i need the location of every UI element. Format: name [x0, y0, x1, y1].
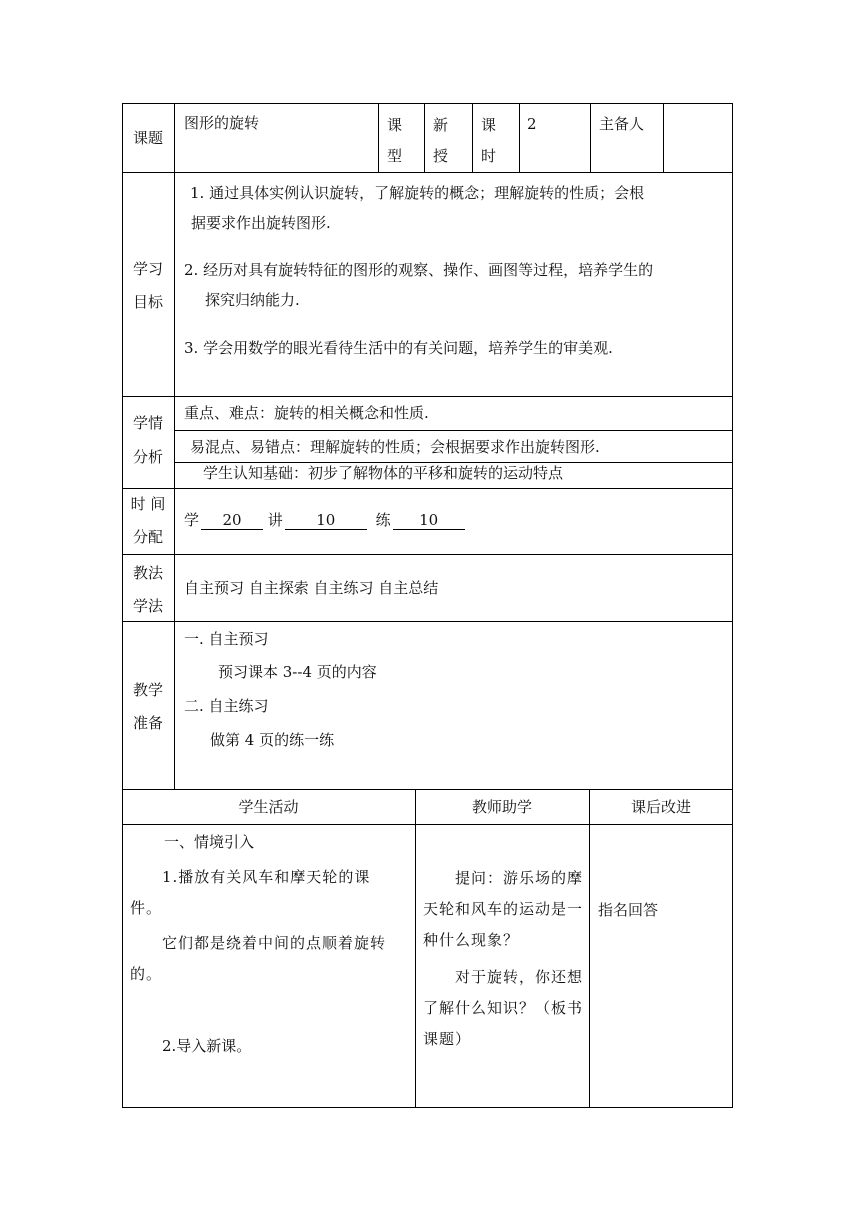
cognitive-basis-text: 学生认知基础：初步了解物体的平移和旋转的运动特点 [203, 464, 564, 482]
period-value: 2 [527, 115, 537, 133]
confusion-points-text: 易混点、易错点：理解旋转的性质；会根据要求作出旋转图形. [190, 438, 600, 456]
lecture-label: 讲 [267, 511, 283, 529]
objective-item-1-cont: 据要求作出旋转图形. [191, 214, 331, 232]
practice-value: 10 [393, 511, 465, 530]
preparation-section-1: 一. 自主预习 [184, 630, 269, 648]
row-divider [122, 621, 733, 622]
row-divider [122, 554, 733, 555]
student-paragraph: 1.播放有关风车和摩天轮的课件。 [130, 868, 371, 917]
objective-item-1: 1. 通过具体实例认识旋转，了解旋转的概念；理解旋转的性质；会根 [190, 184, 645, 202]
row-divider [122, 824, 733, 825]
methods-label: 教法 [132, 564, 163, 582]
preparation-label: 准备 [132, 714, 163, 732]
col-divider [519, 103, 520, 172]
objectives-label: 目标 [132, 293, 163, 311]
teacher-assist-header: 教师助学 [471, 798, 532, 816]
revision-header: 课后改进 [630, 798, 691, 816]
lesson-type-label: 课 [387, 116, 403, 134]
col-divider [590, 103, 591, 172]
key-points-text: 重点、难点：旋转的相关概念和性质. [184, 404, 429, 422]
methods-label: 学法 [132, 597, 163, 615]
analysis-label: 分析 [132, 448, 163, 466]
student-paragraph: 2.导入新课。 [162, 1037, 252, 1055]
topic-label: 课题 [132, 129, 163, 147]
row-divider [122, 789, 733, 790]
objectives-label: 学习 [132, 260, 163, 278]
lesson-type-value: 授 [433, 147, 449, 165]
col-divider [174, 103, 175, 789]
methods-text: 自主预习 自主探索 自主练习 自主总结 [184, 579, 439, 597]
lesson-type-label: 型 [387, 147, 403, 165]
preparation-label: 教学 [132, 681, 163, 699]
objective-item-2-cont: 探究归纳能力. [205, 291, 300, 309]
analysis-label: 学情 [132, 414, 163, 432]
objective-item-3: 3. 学会用数学的眼光看待生活中的有关问题，培养学生的审美观. [184, 339, 613, 357]
col-divider [472, 103, 473, 172]
row-divider [122, 172, 733, 173]
teacher-paragraph: 提问：游乐场的摩天轮和风车的运动是一种什么现象？ [423, 869, 584, 949]
col-divider [663, 103, 664, 172]
revision-text: 指名回答 [598, 901, 659, 919]
preparation-section-2: 二. 自主练习 [184, 697, 269, 715]
lesson-type-value: 新 [433, 116, 449, 134]
col-divider [589, 789, 590, 1108]
objective-item-2: 2. 经历对具有旋转特征的图形的观察、操作、画图等过程，培养学生的 [184, 261, 654, 279]
student-paragraph: 它们都是绕着中间的点顺着旋转的。 [130, 934, 387, 983]
col-divider [415, 789, 416, 1108]
col-divider [424, 103, 425, 172]
period-label: 时 [481, 147, 497, 165]
learn-label: 学 [184, 511, 200, 529]
teacher-paragraph: 对于旋转，你还想了解什么知识？（板书课题） [423, 968, 584, 1048]
row-divider [122, 396, 733, 397]
time-allocation [184, 510, 465, 530]
row-divider-inner [174, 430, 733, 431]
student-activity-header: 学生活动 [238, 798, 299, 816]
learn-value: 20 [201, 511, 263, 530]
col-divider [378, 103, 379, 172]
student-section-heading: 一、情境引入 [164, 833, 255, 851]
time-label: 分配 [132, 528, 163, 546]
topic-value: 图形的旋转 [184, 114, 260, 132]
preparer-label: 主备人 [599, 115, 645, 133]
period-label: 课 [481, 116, 497, 134]
preparation-section-1-detail: 预习课本 3--4 页的内容 [218, 663, 377, 681]
time-label: 时 间 [130, 495, 166, 513]
lecture-value: 10 [285, 511, 367, 530]
practice-label: 练 [375, 511, 391, 529]
preparation-section-2-detail: 做第 4 页的练一练 [210, 731, 335, 749]
row-divider [122, 488, 733, 489]
